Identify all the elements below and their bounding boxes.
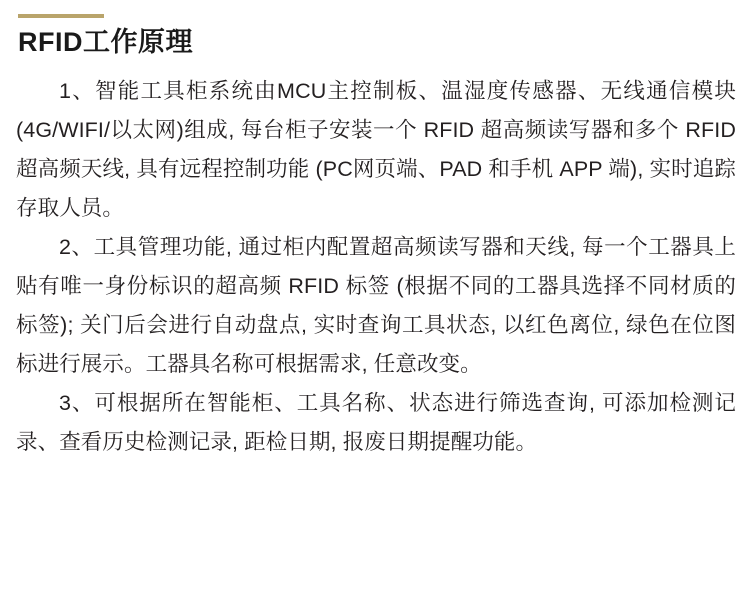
paragraph-2: 2、工具管理功能, 通过柜内配置超高频读写器和天线, 每一个工器具上贴有唯一身份标识的超高频 RFID 标签 (根据不同的工器具选择不同材质的标签); 关门后会进行自动盘点, 实时查询工具状态, 以红色离位, 绿色在位图标进行展示。工器具名称可根据需求, 任意改变。 <box>16 235 736 377</box>
document-page <box>0 14 750 598</box>
page-title: RFID工作原理 <box>18 27 193 57</box>
title-accent-rule <box>18 14 104 18</box>
paragraph-1: 1、智能工具柜系统由MCU主控制板、温湿度传感器、无线通信模块(4G/WIFI/以太网)组成, 每台柜子安装一个 RFID 超高频读写器和多个 RFID 超高频天线, 具有远程控制功能 (PC网页端、PAD 和手机 APP 端), 实时追踪存取人员。 <box>16 79 736 221</box>
paragraph-3: 3、可根据所在智能柜、工具名称、状态进行筛选查询, 可添加检测记录、查看历史检测记录, 距检日期, 报废日期提醒功能。 <box>16 391 736 455</box>
body-copy <box>16 72 736 462</box>
